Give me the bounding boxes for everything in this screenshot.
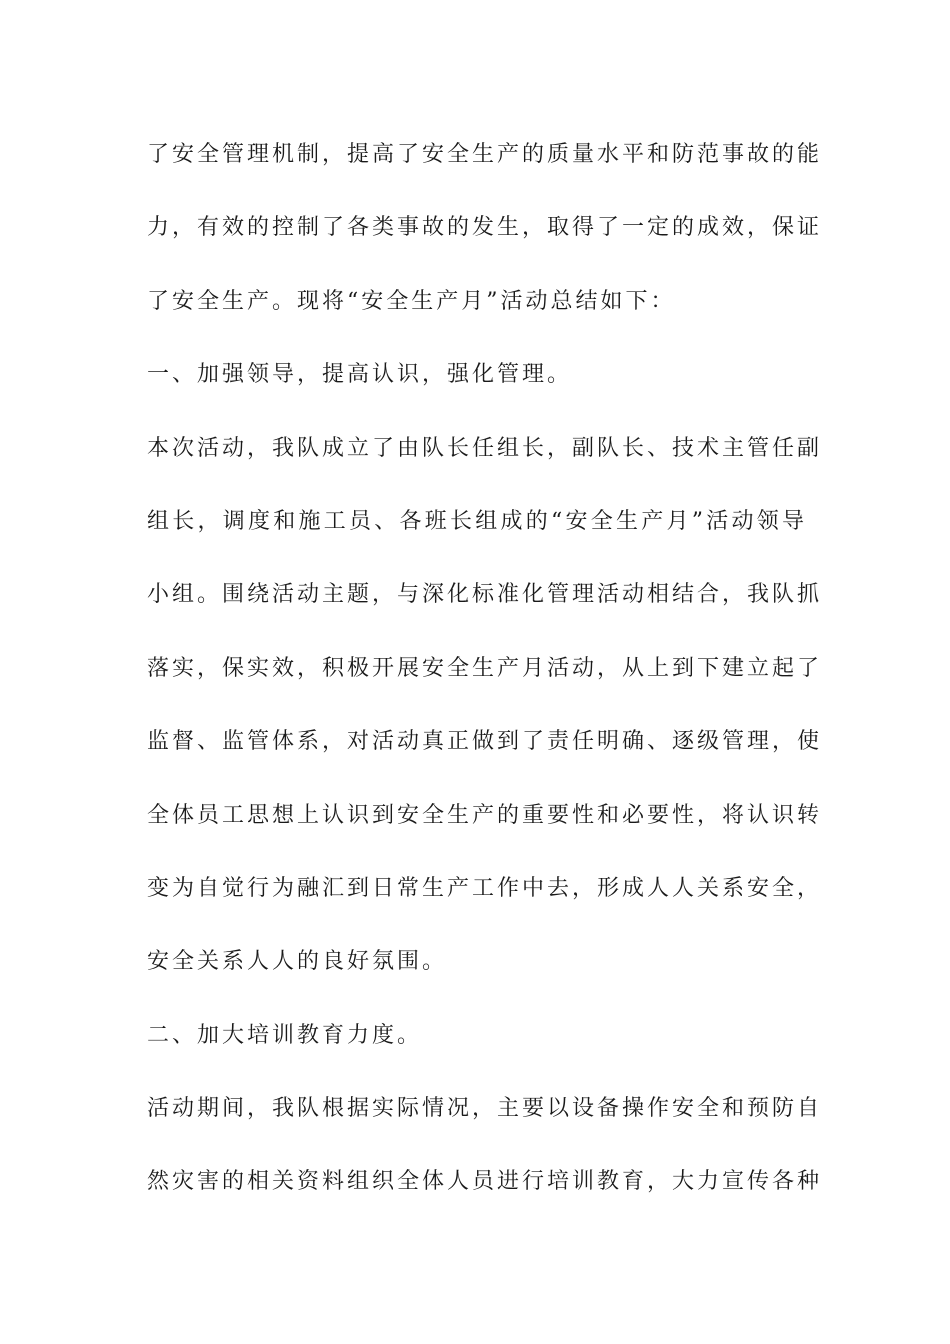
text-line: 组长，调度和施工员、各班长组成的“安全生产月”活动领导 [147,508,807,534]
text-line: 活动期间，我队根据实际情况，主要以设备操作安全和预防自 [147,1096,823,1122]
text-line: 全体员工思想上认识到安全生产的重要性和必要性，将认识转 [147,802,823,828]
text-line: 了安全管理机制，提高了安全生产的质量水平和防范事故的能 [147,142,823,167]
text-line: 了安全生产。现将“安全生产月”活动总结如下： [147,288,676,314]
text-line: 落实，保实效，积极开展安全生产月活动，从上到下建立起了 [147,655,823,681]
text-line: 本次活动，我队成立了由队长任组长，副队长、技术主管任副 [147,435,823,461]
document-body [147,136,823,1237]
text-line: 监督、监管体系，对活动真正做到了责任明确、逐级管理，使 [147,729,823,755]
section-heading: 二、加大培训教育力度。 [147,1022,423,1048]
text-line: 然灾害的相关资料组织全体人员进行培训教育，大力宣传各种 [147,1169,823,1195]
section-heading: 一、加强领导，提高认识，强化管理。 [147,362,573,388]
text-line: 变为自觉行为融汇到日常生产工作中去，形成人人关系安全， [147,875,823,901]
text-line: 小组。围绕活动主题，与深化标准化管理活动相结合，我队抓 [147,582,823,608]
text-line: 力，有效的控制了各类事故的发生，取得了一定的成效，保证 [147,215,823,241]
text-line: 安全关系人人的良好氛围。 [147,949,448,975]
